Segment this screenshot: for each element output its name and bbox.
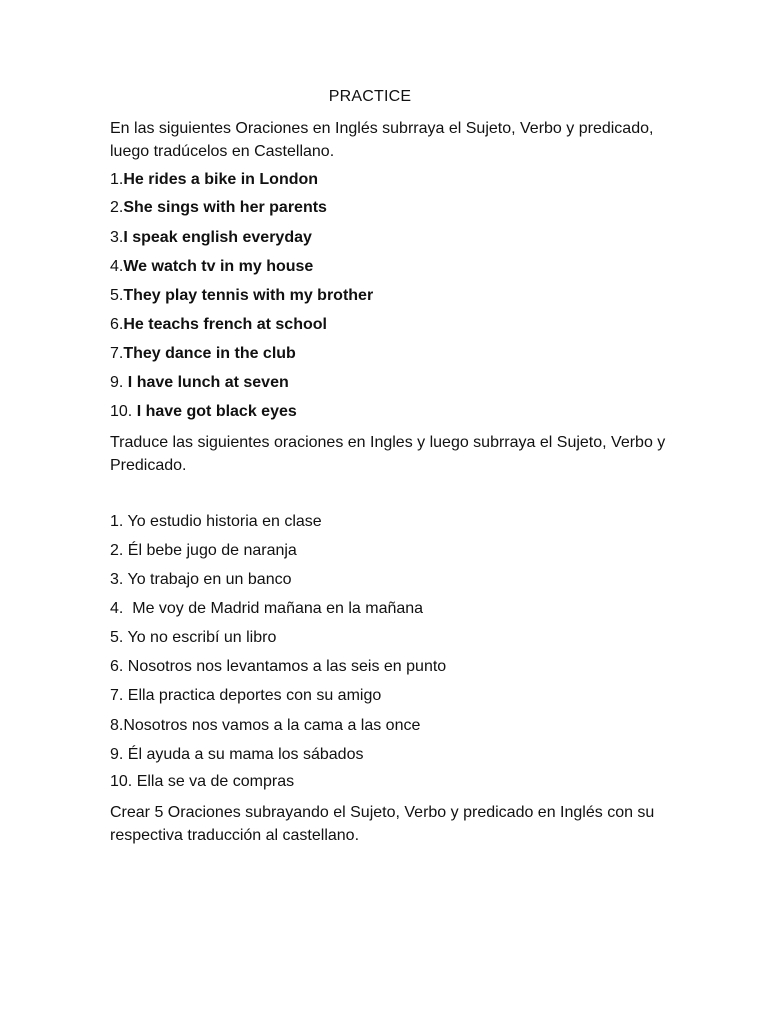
- instructions-part-2: Traduce las siguientes oraciones en Ingles y luego subrraya el Sujeto, Verbo y Predicado.: [110, 434, 666, 474]
- instructions-part-1: En las siguientes Oraciones en Inglés subrraya el Sujeto, Verbo y predicado, luego tradúcelos en Castellano.: [110, 120, 654, 160]
- english-item-5: [110, 286, 373, 306]
- english-item-2: [110, 198, 327, 218]
- item-sentence: I have lunch at seven: [127, 374, 289, 391]
- item-number: 3.: [110, 229, 124, 246]
- english-item-9: [110, 373, 289, 393]
- item-sentence: He teachs french at school: [123, 316, 327, 333]
- spanish-item-6: 6. Nosotros nos levantamos a las seis en punto: [110, 658, 447, 675]
- item-number: 5.: [110, 287, 124, 304]
- item-number: 1.: [110, 171, 124, 188]
- english-item-3: [110, 228, 312, 248]
- instructions-part-3: Crear 5 Oraciones subrayando el Sujeto, Verbo y predicado en Inglés con su respectiva traducción al castellano.: [110, 804, 655, 844]
- spanish-item-9: 9. Él ayuda a su mama los sábados: [110, 746, 364, 763]
- spanish-item-2: 2. Él bebe jugo de naranja: [110, 542, 297, 559]
- item-number: 7.: [110, 345, 124, 362]
- item-sentence: I speak english everyday: [123, 229, 312, 246]
- item-number: 2.: [110, 199, 124, 216]
- spanish-item-3: 3. Yo trabajo en un banco: [110, 571, 292, 588]
- item-number: 4.: [110, 258, 124, 275]
- english-item-4: [110, 257, 313, 277]
- spanish-item-5: 5. Yo no escribí un libro: [110, 629, 277, 646]
- spanish-item-10: 10. Ella se va de compras: [110, 773, 295, 790]
- spanish-item-7: 7. Ella practica deportes con su amigo: [110, 687, 382, 704]
- item-sentence: He rides a bike in London: [123, 171, 319, 188]
- item-sentence: We watch tv in my house: [123, 258, 314, 275]
- item-sentence: They play tennis with my brother: [123, 287, 374, 304]
- english-item-7: [110, 344, 296, 364]
- item-number: 9.: [110, 374, 128, 391]
- spanish-item-1: 1. Yo estudio historia en clase: [110, 513, 322, 530]
- english-item-1: [110, 170, 318, 190]
- item-sentence: They dance in the club: [123, 345, 296, 362]
- item-sentence: I have got black eyes: [136, 403, 297, 420]
- item-number: 10.: [110, 403, 137, 420]
- english-item-10: [110, 402, 297, 422]
- english-item-6: [110, 315, 327, 335]
- item-number: 6.: [110, 316, 124, 333]
- page-title: PRACTICE: [328, 88, 412, 105]
- item-sentence: She sings with her parents: [123, 199, 327, 216]
- spanish-item-4: 4. Me voy de Madrid mañana en la mañana: [110, 600, 424, 617]
- spanish-item-8: 8.Nosotros nos vamos a la cama a las once: [110, 717, 421, 734]
